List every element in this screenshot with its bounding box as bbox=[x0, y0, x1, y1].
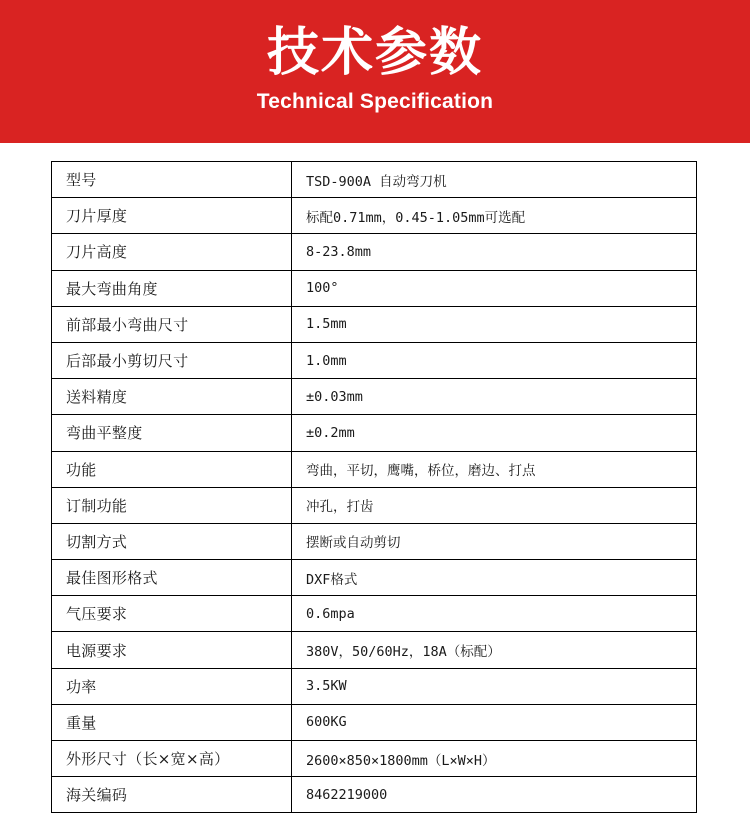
spec-label-cell: 重量 bbox=[52, 704, 292, 740]
page-subtitle: Technical Specification bbox=[256, 90, 494, 113]
table-row bbox=[52, 777, 697, 813]
table-row bbox=[52, 451, 697, 487]
table-row bbox=[52, 162, 697, 198]
table-row bbox=[52, 198, 697, 234]
spec-label-cell: 功率 bbox=[52, 668, 292, 704]
table-row bbox=[52, 704, 697, 740]
spec-label-cell: 海关编码 bbox=[52, 777, 292, 813]
spec-value-cell: 8462219000 bbox=[292, 777, 697, 813]
spec-label-cell: 弯曲平整度 bbox=[52, 415, 292, 451]
spec-label-cell: 功能 bbox=[52, 451, 292, 487]
spec-value-cell: ±0.2mm bbox=[292, 415, 697, 451]
spec-label-cell: 后部最小剪切尺寸 bbox=[52, 342, 292, 378]
spec-label-cell: 刀片高度 bbox=[52, 234, 292, 270]
spec-value-cell: 100° bbox=[292, 270, 697, 306]
spec-label-cell: 前部最小弯曲尺寸 bbox=[52, 306, 292, 342]
table-row bbox=[52, 596, 697, 632]
table-row bbox=[52, 560, 697, 596]
spec-value-cell: 1.0mm bbox=[292, 342, 697, 378]
table-row bbox=[52, 306, 697, 342]
spec-value-cell: 0.6mpa bbox=[292, 596, 697, 632]
spec-label-cell: 气压要求 bbox=[52, 596, 292, 632]
spec-value-cell: 8-23.8mm bbox=[292, 234, 697, 270]
table-row bbox=[52, 741, 697, 777]
table-row bbox=[52, 668, 697, 704]
spec-label-cell: 送料精度 bbox=[52, 379, 292, 415]
spec-label-cell: 切割方式 bbox=[52, 523, 292, 559]
table-row bbox=[52, 342, 697, 378]
spec-label-cell: 最大弯曲角度 bbox=[52, 270, 292, 306]
spec-value-cell: TSD-900A 自动弯刀机 bbox=[292, 162, 697, 198]
spec-value-cell: 1.5mm bbox=[292, 306, 697, 342]
spec-table-container bbox=[0, 143, 750, 813]
spec-label-cell: 订制功能 bbox=[52, 487, 292, 523]
table-row bbox=[52, 415, 697, 451]
table-row bbox=[52, 379, 697, 415]
spec-value-cell: 摆断或自动剪切 bbox=[292, 523, 697, 559]
spec-value-cell: 标配0.71mm，0.45-1.05mm可选配 bbox=[292, 198, 697, 234]
spec-value-cell: 弯曲，平切，鹰嘴，桥位，磨边、打点 bbox=[292, 451, 697, 487]
page-title: 技术参数 bbox=[266, 23, 483, 83]
spec-value-cell: 380V，50/60Hz，18A（标配） bbox=[292, 632, 697, 668]
spec-value-cell: 600KG bbox=[292, 704, 697, 740]
spec-label-cell: 型号 bbox=[52, 162, 292, 198]
technical-specification-banner bbox=[0, 0, 750, 143]
spec-label-cell: 刀片厚度 bbox=[52, 198, 292, 234]
spec-value-cell: 3.5KW bbox=[292, 668, 697, 704]
table-row bbox=[52, 523, 697, 559]
spec-value-cell: DXF格式 bbox=[292, 560, 697, 596]
spec-value-cell: 冲孔，打齿 bbox=[292, 487, 697, 523]
spec-table-body bbox=[52, 162, 697, 813]
spec-label-cell: 外形尺寸（长×宽×高） bbox=[52, 741, 292, 777]
spec-value-cell: ±0.03mm bbox=[292, 379, 697, 415]
technical-specification-table bbox=[51, 161, 697, 813]
table-row bbox=[52, 234, 697, 270]
table-row bbox=[52, 487, 697, 523]
spec-value-cell: 2600×850×1800mm（L×W×H） bbox=[292, 741, 697, 777]
table-row bbox=[52, 632, 697, 668]
table-row bbox=[52, 270, 697, 306]
spec-label-cell: 电源要求 bbox=[52, 632, 292, 668]
spec-label-cell: 最佳图形格式 bbox=[52, 560, 292, 596]
